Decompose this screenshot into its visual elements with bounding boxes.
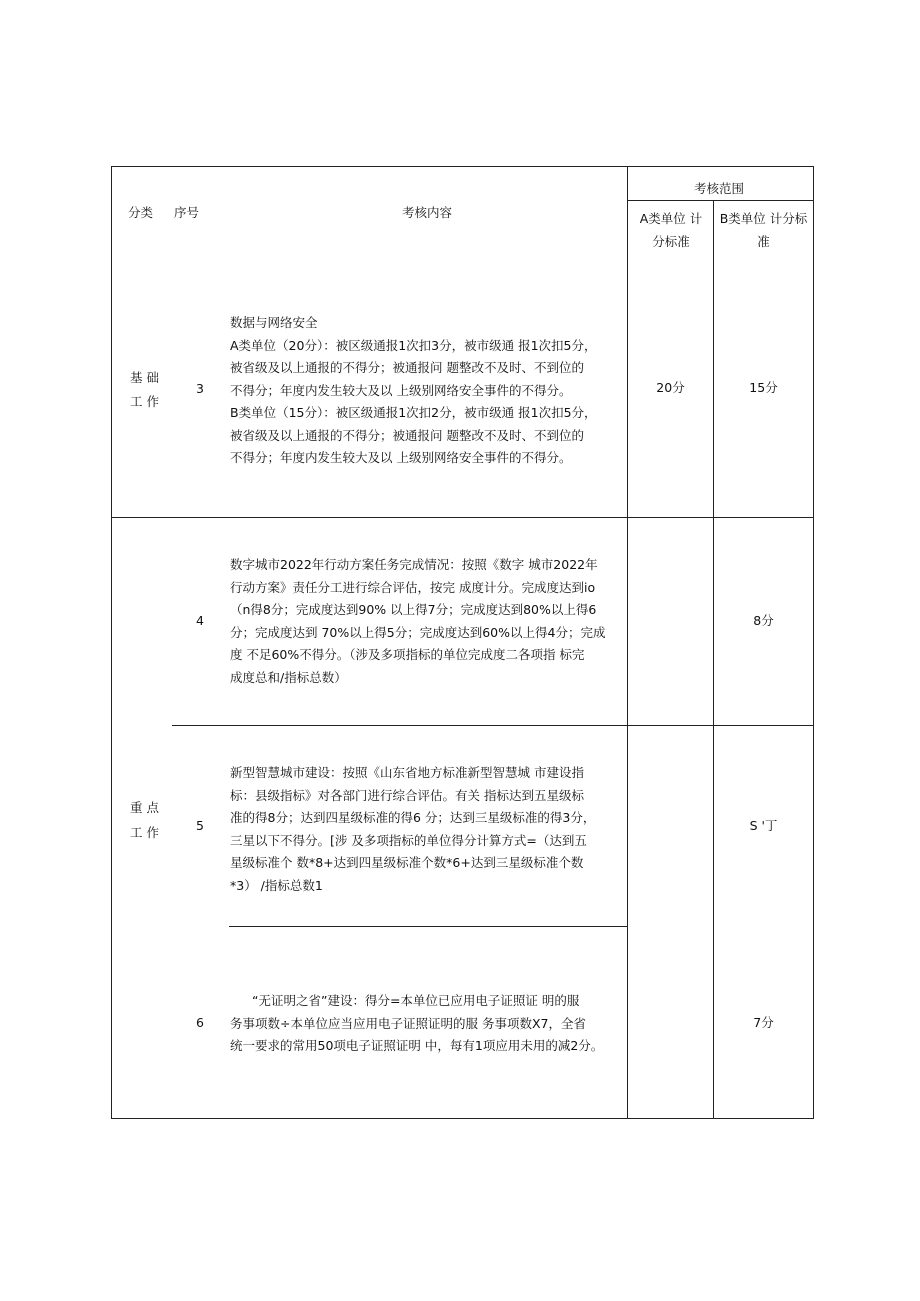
content-line: *3） /指标总数1 — [230, 877, 323, 893]
a-b-divider — [713, 200, 714, 1119]
content-line: 星级标准个 数*8+达到四星级标准个数*6+达到三星级标准个数 — [230, 855, 584, 870]
table-right-border — [813, 166, 814, 1119]
header-scope: 考核范围 — [694, 181, 745, 196]
content-line: 不得分；年度内发生较大及以 上级别网络安全事件的不得分。 — [230, 450, 572, 465]
table-bottom-border — [111, 1118, 814, 1119]
content-line: 行动方案》责任分工进行综合评估，按完 成度计分。完成度达到io — [230, 579, 596, 595]
a-score-row-3: 20分 — [656, 380, 685, 395]
content-line: 数字城市2022年行动方案任务完成情况：按照《数字 城市2022年 — [230, 557, 598, 572]
row-divider-4-5 — [172, 725, 814, 726]
content-line: 不得分；年度内发生较大及以 上级别网络安全事件的不得分。 — [230, 382, 572, 398]
header-a-line1: A类单位 计 — [639, 211, 703, 226]
row-divider-3-4 — [111, 517, 814, 518]
header-b-line1: B类单位 计分标 — [719, 211, 808, 226]
content-line: “无证明之省”建设：得分=本单位已应用电子证照证 明的服 — [252, 993, 580, 1008]
b-score-row-3: 15分 — [749, 380, 778, 395]
table-top-border — [111, 166, 814, 167]
content-line: 新型智慧城市建设：按照《山东省地方标准新型智慧城 市建设指 — [230, 765, 584, 780]
b-score-row-4: 8分 — [753, 613, 774, 628]
header-serial: 序号 — [174, 205, 200, 220]
scope-divider — [628, 200, 814, 201]
b-score-row-5: S '丁 — [749, 818, 778, 833]
content-line: 统一要求的常用50项电子证照证明 中，每有1项应用未用的减2分。 — [230, 1038, 604, 1053]
content-line: 准的得8分；达到四星级标准的得6 分；达到三星级标准的得3分， — [230, 810, 596, 825]
content-line: 被省级及以上通报的不得分；被通报问 题整改不及时、不到位的 — [230, 360, 584, 375]
content-line: （n得8分；完成度达到90% 以上得7分；完成度达到80%以上得6 — [230, 602, 597, 617]
content-line: 标：县级指标》对各部门进行综合评估。有关 指标达到五星级标 — [230, 787, 584, 803]
category-key-line1: 重 点 — [130, 800, 159, 815]
header-content: 考核内容 — [402, 205, 453, 220]
row-divider-5-6 — [229, 926, 628, 927]
content-line: 被省级及以上通报的不得分；被通报问 题整改不及时、不到位的 — [230, 427, 584, 443]
category-key-line2: 工 作 — [130, 825, 159, 840]
content-line: B类单位（15分）：被区级通报1次扣2分，被市级通 报1次扣5分， — [230, 405, 597, 420]
table-left-border — [111, 166, 112, 1119]
content-line: 务事项数÷本单位应当应用电子证照证明的服 务事项数X7，全省 — [230, 1015, 586, 1031]
serial-3: 3 — [196, 381, 204, 396]
category-basic-line1: 基 础 — [130, 370, 159, 385]
content-line: 数据与网络安全 — [230, 315, 318, 330]
serial-6: 6 — [196, 1015, 204, 1030]
content-line: A类单位（20分）：被区级通报1次扣3分，被市级通 报1次扣5分， — [230, 337, 597, 353]
header-category: 分类 — [128, 205, 154, 220]
serial-4: 4 — [196, 613, 204, 628]
content-row-5 — [230, 762, 628, 897]
content-line: 度 不足60%不得分。（涉及多项指标的单位完成度二各项指 标完 — [230, 647, 585, 662]
content-line: 分；完成度达到 70%以上得5分；完成度达到60%以上得4分；完成 — [230, 624, 606, 640]
header-b-line2: 准 — [757, 234, 770, 249]
category-basic-line2: 工 作 — [130, 394, 159, 409]
b-score-row-6: 7分 — [753, 1015, 774, 1030]
content-line: 三星以下不得分。[涉 及多项指标的单位得分计算方式=（达到五 — [230, 832, 587, 848]
content-line: 成度总和/指标总数） — [230, 669, 347, 685]
content-row-3 — [230, 312, 628, 470]
header-a-line2: 分标准 — [652, 234, 690, 249]
content-row-4 — [230, 554, 628, 689]
content-row-6 — [230, 990, 628, 1058]
serial-5: 5 — [196, 818, 204, 833]
